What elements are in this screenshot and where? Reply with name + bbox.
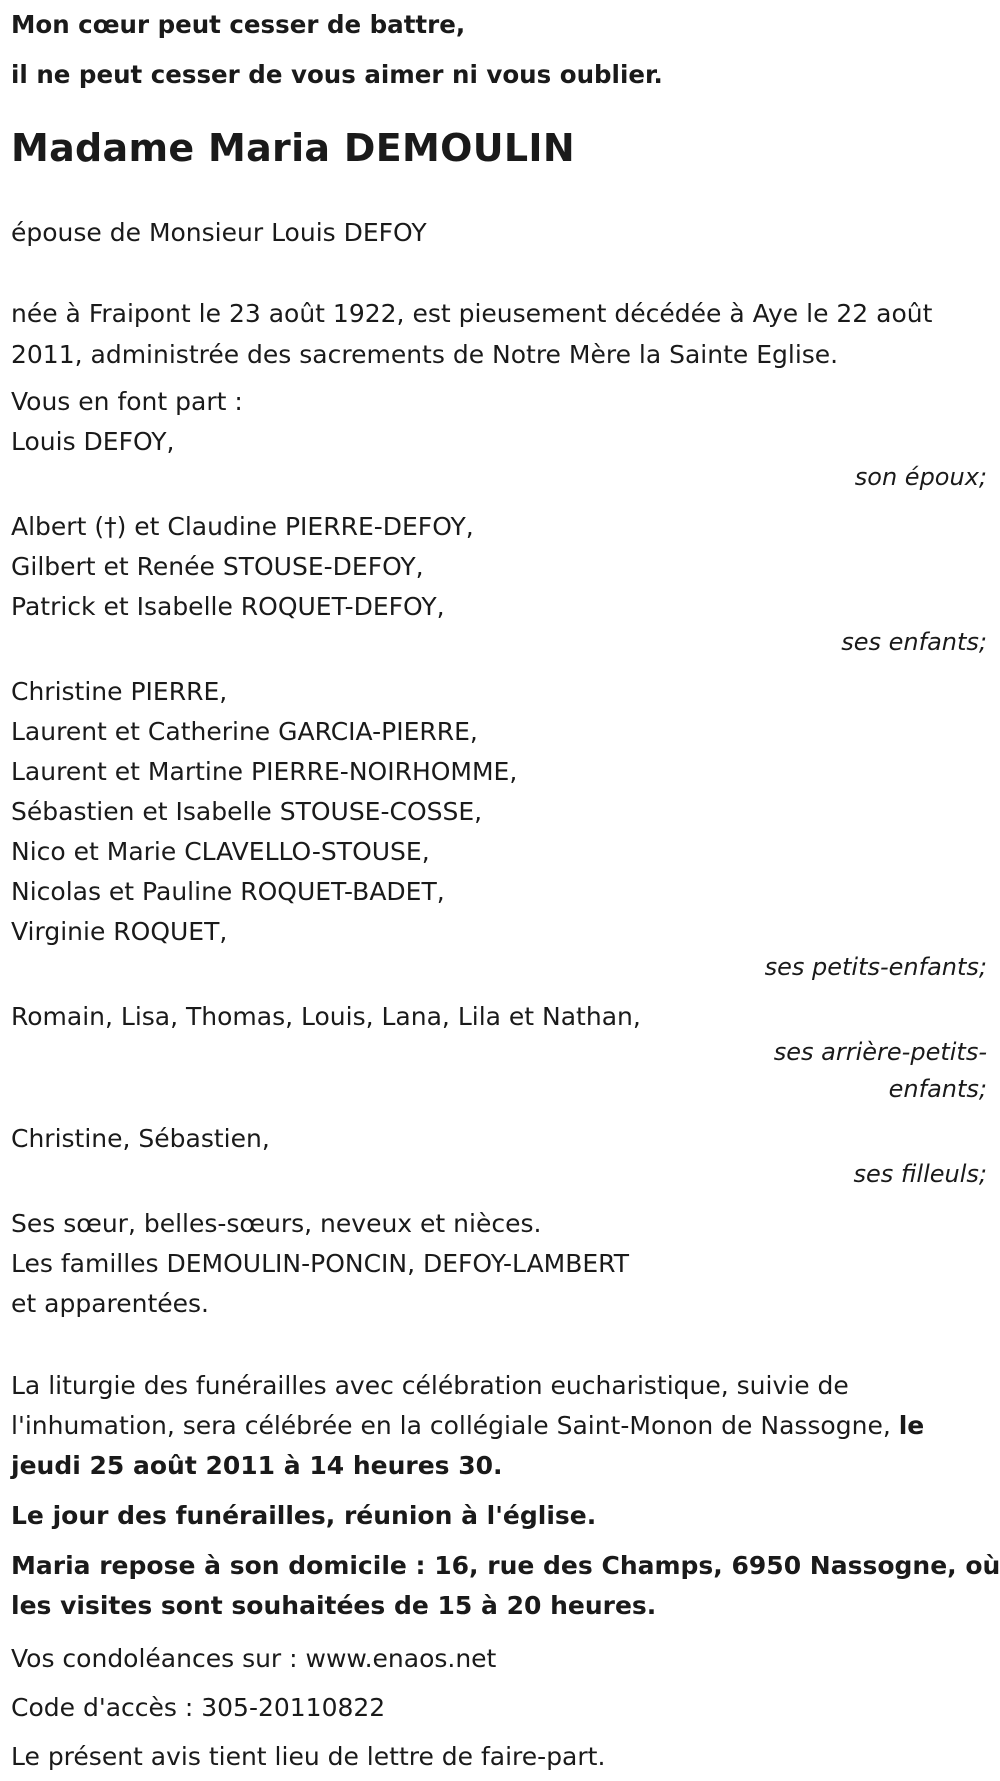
group-grandchildren-name: Laurent et Martine PIERRE-NOIRHOMME, [11,757,518,786]
birth-death-line-1: née à Fraipont le 23 août 1922, est pieusement décédée à Aye le 22 août [11,299,933,328]
group-spouse-name: Louis DEFOY, [11,427,175,456]
group-children-role: ses enfants; [841,628,987,656]
access-code-line: Code d'accès : 305-20110822 [11,1693,386,1722]
meeting-line: Le jour des funérailles, réunion à l'église. [11,1501,597,1530]
group-grandchildren-name: Nico et Marie CLAVELLO-STOUSE, [11,837,430,866]
liturgy-line-1: La liturgie des funérailles avec célébration eucharistique, suivie de [11,1371,849,1400]
repose-line-2: les visites sont souhaitées de 15 à 20 heures. [11,1591,657,1620]
extended-family-line-3: et apparentées. [11,1289,209,1318]
repose-line-1: Maria repose à son domicile : 16, rue des Champs, 6950 Nassogne, où [11,1551,1000,1580]
group-spouse-role: son époux; [854,463,987,491]
liturgy-text [11,1366,991,1486]
epigraph-line-1: Mon cœur peut cesser de battre, [11,10,466,39]
meeting-block [11,1496,991,1536]
liturgy-line-2 [11,1406,991,1446]
group-children-name: Patrick et Isabelle ROQUET-DEFOY, [11,592,445,621]
deceased-name: Madame Maria DEMOULIN [11,126,575,170]
notice-line: Le présent avis tient lieu de lettre de faire-part. [11,1742,606,1771]
group-grandchildren-name: Laurent et Catherine GARCIA-PIERRE, [11,717,478,746]
birth-death-text [11,293,991,375]
spouse-line: épouse de Monsieur Louis DEFOY [11,218,427,247]
liturgy-date: jeudi 25 août 2011 à 14 heures 30. [11,1451,503,1480]
repose-block [11,1546,1000,1626]
extended-family-line-2: Les familles DEMOULIN-PONCIN, DEFOY-LAMBERT [11,1249,630,1278]
group-great-grandchildren-name: Romain, Lisa, Thomas, Louis, Lana, Lila et Nathan, [11,1002,641,1031]
extended-family [11,1204,991,1324]
group-great-grandchildren-role-line-2: enfants; [888,1075,987,1103]
group-spouse [11,422,991,497]
group-great-grandchildren [11,997,991,1109]
group-grandchildren-name: Virginie ROQUET, [11,917,228,946]
group-grandchildren-role: ses petits-enfants; [764,953,987,981]
birth-death-line-2: 2011, administrée des sacrements de Notre Mère la Sainte Eglise. [11,340,839,369]
liturgy-line-2-text: l'inhumation, sera célébrée en la collégiale Saint-Monon de Nassogne, [11,1411,899,1440]
extended-family-line-1: Ses sœur, belles-sœurs, neveux et nièces. [11,1209,542,1238]
announce-line: Vous en font part : [11,387,243,416]
group-grandchildren-name: Christine PIERRE, [11,677,228,706]
group-children-name: Gilbert et Renée STOUSE-DEFOY, [11,552,424,581]
group-godchildren-name: Christine, Sébastien, [11,1124,270,1153]
epigraph-line-2: il ne peut cesser de vous aimer ni vous oublier. [11,60,663,89]
group-great-grandchildren-role-line-1: ses arrière-petits- [773,1038,987,1066]
group-grandchildren [11,672,991,987]
group-children [11,507,991,662]
group-godchildren-role: ses filleuls; [853,1160,987,1188]
obituary-notice [11,0,1000,1781]
group-godchildren [11,1119,991,1194]
footer [11,1634,991,1781]
group-grandchildren-name: Sébastien et Isabelle STOUSE-COSSE, [11,797,483,826]
liturgy-line-2-bold: le [898,1411,925,1440]
group-grandchildren-name: Nicolas et Pauline ROQUET-BADET, [11,877,445,906]
condolences-line: Vos condoléances sur : www.enaos.net [11,1644,497,1673]
group-children-name: Albert (†) et Claudine PIERRE-DEFOY, [11,512,474,541]
epigraph [11,0,991,100]
